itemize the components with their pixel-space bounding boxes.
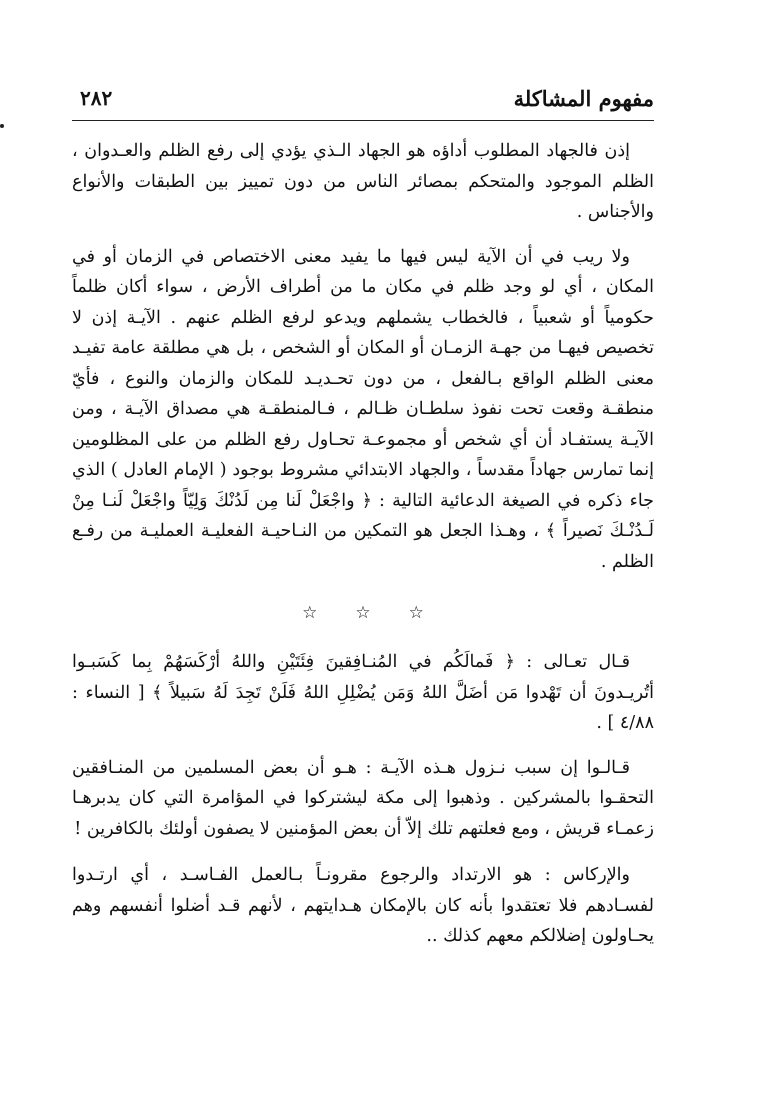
section-separator [72, 603, 654, 623]
star-icon: ☆ [355, 603, 371, 623]
paragraph-irkas-meaning: والإركاس : هو الارتداد والرجوع مقرونـاً بـالعمل الفـاسـد ، أي ارتـدوا لفسـادهم فلا تعتقدوا بأنه كان بالإمكان هـدايتهم ، لأنهم قـد أضلوا أنفسهم وهم يحـاولون إضلالكم معهم كذلك .. [72, 865, 654, 946]
page-body [72, 136, 654, 952]
margin-mark [0, 124, 4, 128]
paragraph-jihad-definition: إذن فالجهاد المطلوب أداؤه هو الجهاد الـذي يؤدي إلى رفع الظلم والعـدوان ، الظلم الموجود والمتحكم بمصائر الناس من دون تمييز بين الطبقات والأنواع والأجناس . [72, 141, 654, 222]
page-header [72, 80, 654, 121]
page-number: ٢٨٢ [80, 86, 113, 110]
running-title: مفهوم المشاكلة [513, 86, 654, 111]
paragraph-verse-generality: ولا ريب في أن الآية ليس فيها ما يفيد معنى الاختصاص في الزمان أو في المكان ، أي لو وجد ظلم في مكان ما من أطراف الأرض ، سواء أكان ظلماً حكومياً أو شعبياً ، فالخطاب يشملهم ويدعو لرفع الظلم عنهم . الآيـة إذن لا تخصيص فيهـا من جهـة الزمـان أو المكان أو الشخص ، بل هي مطلقة عامة تفيـد معنى الظلم الواقع بـالفعل ، من دون تحـديـد للمكان والزمان والنوع ، فأيّ منطقـة وقعت تحت نفوذ سلطـان ظـالم ، فـالمنطقـة هي مصداق الآيـة ، ومن الآيـة يستفـاد أن أي شخص أو مجموعـة تحـاول رفع الظلم من على المظلومين إنما تمارس جهاداً مقدساً ، والجهاد الابتدائي مشروط بوجود ( الإمام العادل ) الذي جاء ذكره في الصيغة الدعائية التالية : ﴿ واجْعَلْ لَنا مِن لَدُنْكَ وَلِيّاً واجْعَلْ لَنـا مِنْ لَـدُنْـكَ نَصيراً ﴾ ، وهـذا الجعل هو التمكين من النـاحيـة الفعليـة العمليـة من رفـع الظلم . [72, 246, 654, 572]
star-icon: ☆ [302, 603, 318, 623]
paragraph-quranic-verse: قـال تعـالى : ﴿ فَمالَكُم في المُنـافِقينَ فِئَتَيْنِ واللهُ أرْكَسَهُمْ بِما كَسَبـوا أتُريـدونَ أن تَهْدوا مَن أضَلَّ اللهُ وَمَن يُضْلِلِ اللهُ فَلَنْ تَجِدَ لَهُ سَبيلاً ﴾ [ النساء : ٤/٨٨ ] . [72, 652, 654, 733]
paragraph-revelation-cause: قـالـوا إن سبب نـزول هـذه الآيـة : هـو أن بعض المسلمين من المنـافقين التحقـوا بالمشركين . وذهبوا إلى مكة ليشتركوا في المؤامرة التي كان يدبرهـا زعمـاء قريش ، ومع فعلتهم تلك إلاّ أن بعض المؤمنين لا يصفون أولئك بالكافرين ! [72, 757, 654, 839]
star-icon: ☆ [408, 603, 424, 623]
